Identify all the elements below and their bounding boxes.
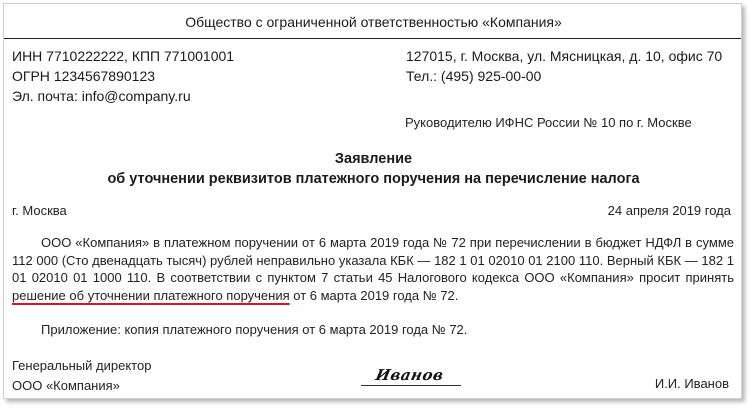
- signatory-block: [12, 356, 151, 396]
- attachment-note: Приложение: копия платежного поручения от 6 марта 2019 года № 72.: [41, 322, 468, 337]
- email: Эл. почта: info@company.ru: [12, 88, 191, 104]
- phone: Тел.: (495) 925-00-00: [406, 68, 542, 84]
- signatory-name: И.И. Иванов: [654, 376, 729, 391]
- document-body: [12, 234, 734, 304]
- body-line-4: [12, 287, 734, 305]
- ogrn: ОГРН 1234567890123: [12, 68, 156, 84]
- company-contacts: [406, 46, 722, 86]
- company-name: Общество с ограниченной ответственностью «Компания»: [185, 14, 562, 30]
- header-divider: [4, 38, 741, 39]
- address: 127015, г. Москва, ул. Мясницкая, д. 10, офис 70: [406, 48, 723, 64]
- body-line-3: 01 02010 01 1000 110. В соответствии с пунктом 7 статьи 45 Налогового кодекса ООО «Компания» просит принять: [12, 270, 734, 285]
- document-date: 24 апреля 2019 года: [607, 203, 731, 218]
- inn-kpp: ИНН 7710222222, КПП 771001001: [12, 48, 235, 64]
- document-page: [3, 3, 742, 399]
- body-line-2: 112 000 (Сто двенадцать тысяч) рублей неправильно указала КБК — 182 1 01 02010 01 2100 110. Верный КБК — 182 1: [12, 252, 734, 268]
- signature-line: [361, 385, 461, 386]
- addressee: Руководителю ИФНС России № 10 по г. Москве: [405, 115, 692, 130]
- body-line-4-rest: от 6 марта 2019 года № 72.: [289, 287, 459, 303]
- handwritten-signature: Иванов: [374, 366, 446, 384]
- body-line-1: ООО «Компания» в платежном поручении от 6 марта 2019 года № 72 при перечислении в бюджет НДФЛ в сумме: [41, 235, 734, 250]
- company-requisites: [12, 46, 234, 106]
- signatory-org: ООО «Компания»: [12, 378, 120, 393]
- title-line-2: об уточнении реквизитов платежного поручения на перечисление налога: [107, 171, 640, 187]
- document-title: [4, 149, 743, 189]
- signatory-position: Генеральный директор: [12, 358, 152, 373]
- place: г. Москва: [12, 203, 67, 218]
- highlighted-phrase: решение об уточнении платежного поручения: [12, 287, 290, 303]
- title-line-1: Заявление: [334, 151, 413, 167]
